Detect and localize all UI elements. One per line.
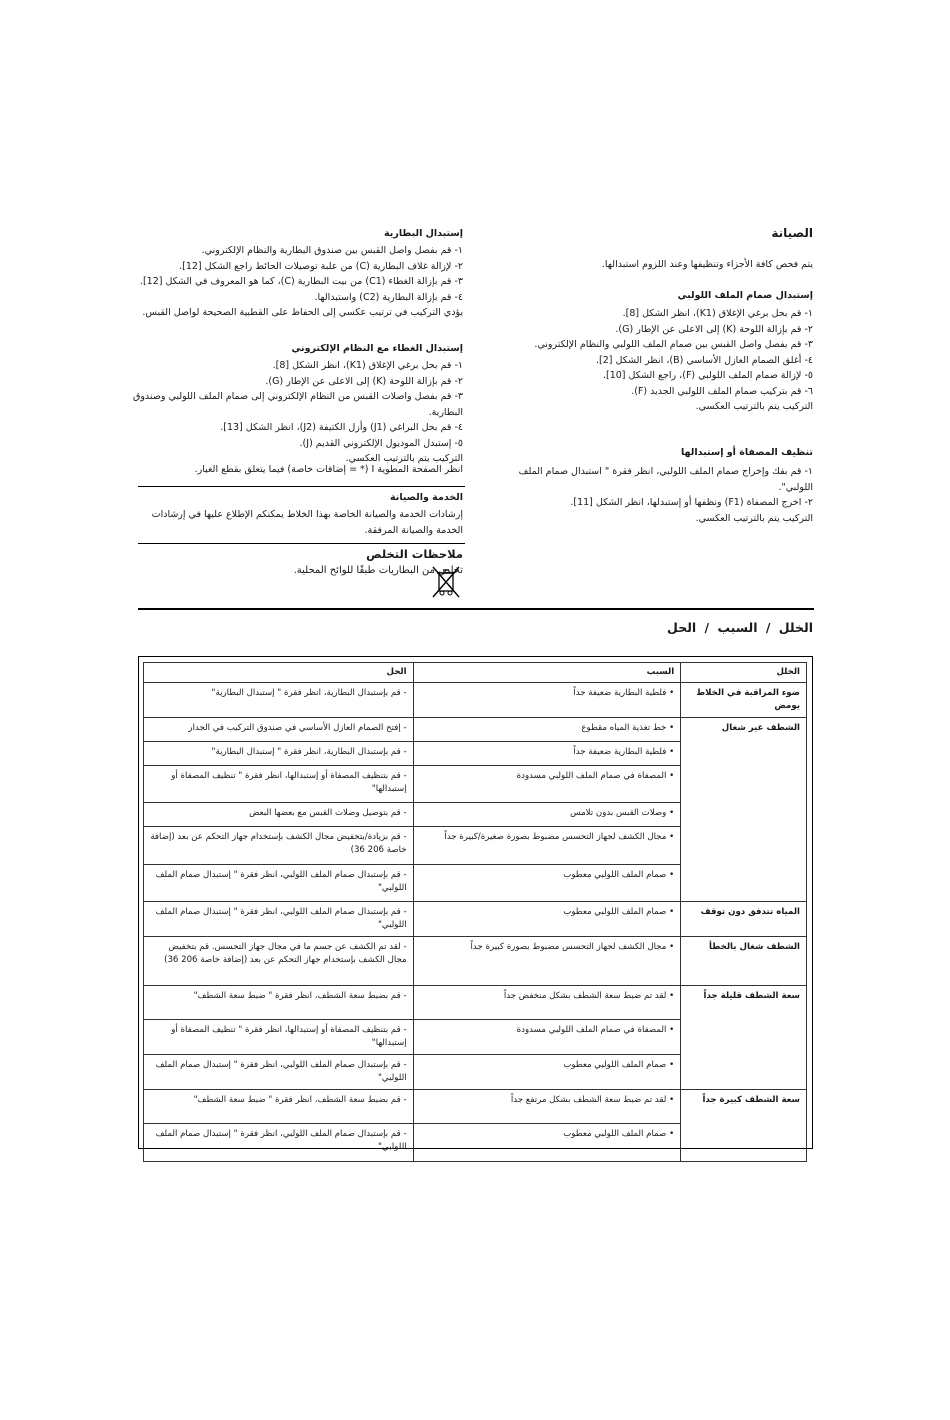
maintenance-title: الصيانة xyxy=(771,226,813,240)
list-item: ٦- قم بتركيب صمام الملف اللولبي الجديد (F). xyxy=(631,385,813,397)
header-fault: الخلل xyxy=(681,663,807,683)
table-row xyxy=(144,1090,807,1124)
note: يؤدي التركيب في ترتيب عكسي إلى الحفاظ على القطبية الصحيحة لواصل القبس. xyxy=(142,307,463,318)
cause-cell xyxy=(413,865,681,902)
fault-cell xyxy=(681,803,807,827)
list-item: ٥- إستبدل الموديول الإلكتروني القديم (J). xyxy=(299,437,463,449)
note: التركيب يتم بالترتيب العكسي. xyxy=(345,453,463,464)
fault-cell xyxy=(681,937,807,986)
list-item: ٥- لإزالة صمام الملف اللولبي (F)، راجع الشكل [10]. xyxy=(602,370,813,381)
fault-cell xyxy=(681,1124,807,1162)
fault-cell xyxy=(681,683,807,718)
table-row xyxy=(144,937,807,986)
remedy-cell-text: - قم بضبط سعة الشطف، انظر فقرة " ضبط سعة الشطف" xyxy=(194,991,407,1001)
fault-cell-text: ضوء المراقبة في الخلاط يومض xyxy=(696,688,800,711)
cause-cell-text: • صمام الملف اللولبي معطوب xyxy=(563,907,674,917)
table-header-row xyxy=(144,663,807,683)
fault-cell xyxy=(681,718,807,742)
fault-cell xyxy=(681,1020,807,1055)
remedy-cell-text: - قم بتنظيف المصفاة أو إستبدالها، انظر فقرة " تنظيف المصفاة أو إستبدالها" xyxy=(171,771,406,794)
cause-cell-text: • صمام الملف اللولبي معطوب xyxy=(563,1060,674,1070)
cause-cell xyxy=(413,1055,681,1090)
crossed-bin-icon xyxy=(430,565,462,599)
remedy-cell-text: - قم بإستبدال البطارية، انظر فقرة " إستبدال البطارية" xyxy=(212,747,407,757)
filter-steps xyxy=(483,464,813,526)
remedy-cell-text: - قم بضبط سعة الشطف، انظر فقرة " ضبط سعة الشطف" xyxy=(194,1095,407,1105)
fault-cell-text: الشطف غير شغال xyxy=(721,723,800,733)
troubleshooting-title: الخلل / السبب / الحل xyxy=(667,620,813,635)
cause-cell xyxy=(413,986,681,1020)
list-item: ٢- لإزالة غلاف البطارية (C) من علبة توصيلات الحائط راجع الشكل [12]. xyxy=(179,260,463,272)
list-item: ٣- قم بفصل واصلات القبس من النظام الإلكتروني إلى صمام الملف اللولبي وصندوق البطارية. xyxy=(132,391,463,418)
note: التركيب يتم بالترتيب العكسي. xyxy=(695,512,813,524)
troubleshooting-table xyxy=(138,656,813,1152)
list-item: ٣- قم بفصل واصل القبس بين صمام الملف اللولبي والنظام الإلكتروني. xyxy=(534,339,813,350)
remedy-cell xyxy=(144,865,414,902)
cause-cell-text: • خط تغذية المياه مقطوع xyxy=(581,723,674,733)
remedy-cell xyxy=(144,1020,414,1055)
remedy-cell-text: - قم بتوصيل وصلات القبس مع بعضها البعض xyxy=(249,808,406,818)
battery-steps xyxy=(128,243,463,321)
list-item: ٢- قم بإزالة اللوحة (K) إلى الاعلى عن الإطار (G). xyxy=(265,375,463,387)
table-row xyxy=(144,827,807,865)
section-divider xyxy=(138,608,814,610)
cause-cell-text: • المصفاة في صمام الملف اللولبي مسدودة xyxy=(517,1025,674,1035)
remedy-cell-text: - قم بإستبدال صمام الملف اللولبي، انظر فقرة " إستبدال صمام الملف اللولبي" xyxy=(156,907,407,930)
remedy-cell xyxy=(144,1090,414,1124)
remedy-cell-text: - قم بإستبدال صمام الملف اللولبي، انظر فقرة " إستبدال صمام الملف اللولبي" xyxy=(156,1129,407,1152)
cause-cell xyxy=(413,803,681,827)
cause-cell xyxy=(413,827,681,865)
fault-cell xyxy=(681,742,807,766)
cause-cell-text: • وصلات القبس بدون تلامس xyxy=(570,808,674,818)
electronics-title: إستبدال الغطاء مع النظام الإلكتروني xyxy=(291,343,463,354)
table-row xyxy=(144,865,807,902)
remedy-cell-text: - قم بإستبدال صمام الملف اللولبي، انظر فقرة " إستبدال صمام الملف اللولبي" xyxy=(156,1060,407,1083)
list-item: ١- قم بفصل واصل القبس بين صندوق البطارية والنظام الإلكتروني. xyxy=(201,245,463,256)
table-row xyxy=(144,986,807,1020)
header-remedy: الحل xyxy=(144,663,414,683)
cause-cell-text: • المصفاة في صمام الملف اللولبي مسدودة xyxy=(517,771,674,781)
divider xyxy=(138,486,465,487)
cause-cell xyxy=(413,937,681,986)
remedy-cell xyxy=(144,683,414,718)
note: التركيب يتم بالترتيب العكسي. xyxy=(695,401,813,412)
list-item: ١- قم بحل برغي الإغلاق (K1)، انظر الشكل [8]. xyxy=(622,308,813,319)
cause-cell-text: • مجال الكشف لجهاز التحسس مضبوط بصورة صغيرة/كبيرة جداً xyxy=(444,832,674,842)
list-item: ٤- قم بحل البراغي (J1) وأزل الكتيفة (J2)، انظر الشكل [13]. xyxy=(220,422,463,433)
list-item: ١- قم بحل برغي الإغلاق (K1)، انظر الشكل [8]. xyxy=(272,360,463,371)
table-row xyxy=(144,1124,807,1162)
remedy-cell-text: - قم بإستبدال صمام الملف اللولبي، انظر فقرة " إستبدال صمام الملف اللولبي" xyxy=(156,870,407,893)
remedy-cell xyxy=(144,902,414,937)
fault-cell xyxy=(681,865,807,902)
remedy-cell xyxy=(144,937,414,986)
cause-cell-text: • صمام الملف اللولبي معطوب xyxy=(563,1129,674,1139)
cause-cell xyxy=(413,718,681,742)
fault-cell xyxy=(681,1090,807,1124)
table-row xyxy=(144,902,807,937)
table-row xyxy=(144,1020,807,1055)
remedy-cell-text: - قم بإستبدال البطارية، انظر فقرة " إستبدال البطارية" xyxy=(212,688,407,698)
battery-title: إستبدال البطارية xyxy=(384,228,463,239)
remedy-cell xyxy=(144,827,414,865)
list-item: ٤- أغلق الصمام العازل الأساسي (B)، انظر الشكل [2]. xyxy=(596,354,813,366)
table-row xyxy=(144,718,807,742)
remedy-cell xyxy=(144,766,414,803)
list-item: ٢- اخرج المصفاة (F1) ونظفها أو إستبدلها، انظر الشكل [11]. xyxy=(570,497,813,508)
remedy-cell xyxy=(144,1055,414,1090)
fault-cell-text: الشطف شغال بالخطأ xyxy=(709,942,800,952)
table-row xyxy=(144,1055,807,1090)
cause-cell-text: • لقد تم ضبط سعة الشطف بشكل منخفض جداً xyxy=(504,991,674,1001)
list-item: ٢- قم بإزالة اللوحة (K) إلى الاعلى عن الإطار (G). xyxy=(615,323,813,335)
table-row xyxy=(144,742,807,766)
cause-cell xyxy=(413,683,681,718)
spare-parts-note: انظر الصفحة المطوية I (* = إضافات خاصة) فيما يتعلق بقطع الغيار. xyxy=(194,464,463,475)
cause-cell-text: • مجال الكشف لجهاز التحسس مضبوط بصورة كبيرة جداً xyxy=(471,942,675,952)
fault-cell xyxy=(681,766,807,803)
cause-cell xyxy=(413,1020,681,1055)
remedy-cell xyxy=(144,742,414,766)
fault-cell-text: المياه تتدفق دون توقف xyxy=(700,907,800,917)
filter-title: تنظيف المصفاة أو إستبدالها xyxy=(680,447,813,458)
fault-cell xyxy=(681,827,807,865)
valve-title: إستبدال صمام الملف اللولبي xyxy=(677,290,813,301)
cause-cell-text: • صمام الملف اللولبي معطوب xyxy=(563,870,674,880)
cause-cell xyxy=(413,1124,681,1162)
fault-cell-text: سعة الشطف كبيرة جداً xyxy=(702,1095,800,1105)
divider xyxy=(138,543,465,544)
table-row xyxy=(144,803,807,827)
cause-cell xyxy=(413,902,681,937)
fault-cell-text: سعة الشطف قليلة جداً xyxy=(703,991,800,1001)
cause-cell xyxy=(413,766,681,803)
remedy-cell-text: - قم بتنظيف المصفاة أو إستبدالها، انظر فقرة " تنظيف المصفاة أو إستبدالها" xyxy=(171,1025,406,1048)
cause-cell-text: • لقد تم ضبط سعة الشطف بشكل مرتفع جداً xyxy=(511,1095,674,1105)
fault-cell xyxy=(681,1055,807,1090)
cause-cell-text: • فلطية البطارية ضعيفة جداً xyxy=(573,688,674,698)
remedy-cell xyxy=(144,718,414,742)
list-item: ١- قم بفك وإخراج صمام الملف اللولبي، انظر فقرة " استبدال صمام الملف اللولبي". xyxy=(518,466,813,493)
fault-cell xyxy=(681,986,807,1020)
service-title: الخدمة والصيانة xyxy=(390,492,463,503)
fault-cell xyxy=(681,902,807,937)
remedy-cell-text: - قم بزيادة/بتخفيض مجال الكشف بإستخدام جهاز التحكم عن بعد (إضافة خاصة 206 36) xyxy=(150,832,406,855)
cause-cell xyxy=(413,1090,681,1124)
maintenance-intro: يتم فحص كافة الأجزاء وتنظيفها وعند اللزوم استبدالها. xyxy=(601,259,813,270)
cause-cell-text: • فلطية البطارية ضعيفة جداً xyxy=(573,747,674,757)
electronics-steps xyxy=(128,358,463,467)
list-item: ٤- قم بإزالة البطارية (C2) واستبدالها. xyxy=(314,291,463,303)
remedy-cell xyxy=(144,803,414,827)
table-row xyxy=(144,766,807,803)
service-text: إرشادات الخدمة والصيانة الخاصة بهذا الخلاط يمكنكم الإطلاع عليها في إرشادات الخدمة والصيانة المرفقة. xyxy=(151,509,463,536)
cause-cell xyxy=(413,742,681,766)
remedy-cell xyxy=(144,1124,414,1162)
list-item: ٣- قم بإزالة الغطاء (C1) من بيت البطارية (C)، كما هو المعروف في الشكل [12]. xyxy=(139,276,463,287)
remedy-cell xyxy=(144,986,414,1020)
remedy-cell-text: - إفتح الصمام العازل الأساسي في صندوق التركيب في الجدار xyxy=(188,723,406,733)
disposal-text: تخلص من البطاريات طبقًا للوائح المحلية. xyxy=(293,565,463,576)
table-row xyxy=(144,683,807,718)
header-cause: السبب xyxy=(413,663,681,683)
valve-steps xyxy=(483,306,813,415)
disposal-title: ملاحظات التخلص xyxy=(366,547,463,561)
remedy-cell-text: - لقد تم الكشف عن جسم ما في مجال جهاز التحسس. قم بتخفيض مجال الكشف بإستخدام جهاز التحكم عن بعد (إضافة خاصة 206 36) xyxy=(164,942,407,965)
